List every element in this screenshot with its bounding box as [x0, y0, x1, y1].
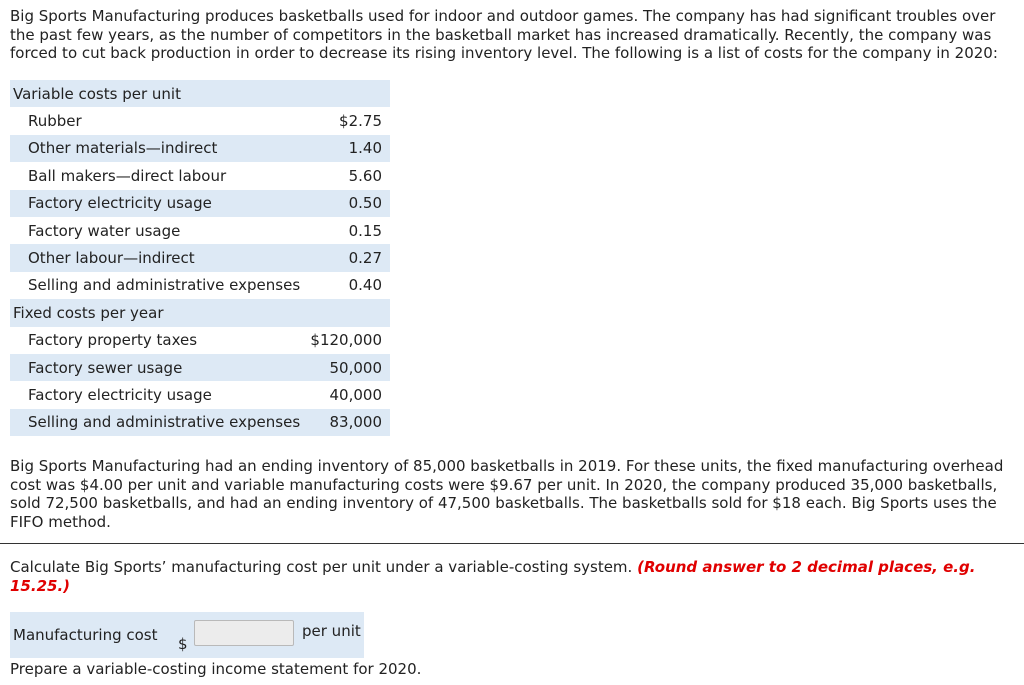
table-row — [10, 217, 390, 244]
row-value: 5.60 — [348, 166, 382, 185]
row-label: Factory electricity usage — [28, 385, 212, 404]
row-value: 0.27 — [348, 249, 382, 268]
question-prompt: Calculate Big Sports’ manufacturing cost per unit under a variable-costing system. — [10, 558, 633, 576]
row-label: Selling and administrative expenses — [28, 276, 301, 295]
table-row — [10, 381, 390, 408]
table-row — [10, 162, 390, 189]
row-value: 0.15 — [348, 221, 382, 240]
row-label: Ball makers—direct labour — [28, 166, 227, 185]
question-text — [10, 558, 1014, 595]
row-value: 0.40 — [348, 276, 382, 295]
table-row — [10, 354, 390, 381]
section-divider — [0, 543, 1024, 544]
table-row — [10, 272, 390, 299]
table-row — [10, 409, 390, 436]
inventory-paragraph: Big Sports Manufacturing had an ending inventory of 85,000 basketballs in 2019. For these units, the fixed manufacturing overhead cost was $4.00 per unit and variable manufacturing costs were $9.67 per unit. In 2020, the company produced 35,000 basketballs, sold 72,500 basketballs, and had an ending inventory of 47,500 basketballs. The basketballs sold for $18 each. Big Sports uses the FIFO method. — [10, 457, 1004, 531]
per-unit-label: per unit — [302, 622, 361, 640]
row-label: Other labour—indirect — [28, 249, 195, 268]
fixed-costs-header-row — [10, 299, 390, 326]
table-row — [10, 327, 390, 354]
table-row — [10, 190, 390, 217]
manufacturing-cost-label: Manufacturing cost — [13, 626, 158, 644]
row-value: $2.75 — [339, 112, 382, 131]
row-label: Factory water usage — [28, 221, 181, 240]
rounding-instruction: (Round answer to 2 decimal places, e.g. 15.25.) — [10, 558, 976, 595]
row-label: Rubber — [28, 112, 82, 131]
fixed-costs-header: Fixed costs per year — [13, 303, 164, 322]
variable-costs-header-row — [10, 80, 390, 107]
row-value: 50,000 — [329, 358, 382, 377]
row-label: Selling and administrative expenses — [28, 413, 301, 432]
table-row — [10, 107, 390, 134]
problem-intro: Big Sports Manufacturing produces basketballs used for indoor and outdoor games. The company has had significant troubles over the past few years, as the number of competitors in the basketball market has increased dramatically. Recently, the company was forced to cut back production in order to decrease its rising inventory level. The following is a list of costs for the company in 2020: — [10, 7, 998, 62]
row-value: $120,000 — [310, 331, 382, 350]
cost-table — [10, 80, 390, 436]
next-question-prompt: Prepare a variable-costing income statement for 2020. — [10, 660, 422, 678]
row-value: 83,000 — [329, 413, 382, 432]
manufacturing-cost-input[interactable] — [194, 620, 294, 646]
currency-symbol: $ — [178, 635, 188, 653]
table-row — [10, 135, 390, 162]
variable-costs-header: Variable costs per unit — [13, 84, 181, 103]
row-value: 40,000 — [329, 385, 382, 404]
row-label: Other materials—indirect — [28, 139, 218, 158]
row-label: Factory electricity usage — [28, 194, 212, 213]
row-label: Factory property taxes — [28, 331, 198, 350]
row-value: 0.50 — [348, 194, 382, 213]
row-value: 1.40 — [348, 139, 382, 158]
row-label: Factory sewer usage — [28, 358, 183, 377]
table-row — [10, 244, 390, 271]
